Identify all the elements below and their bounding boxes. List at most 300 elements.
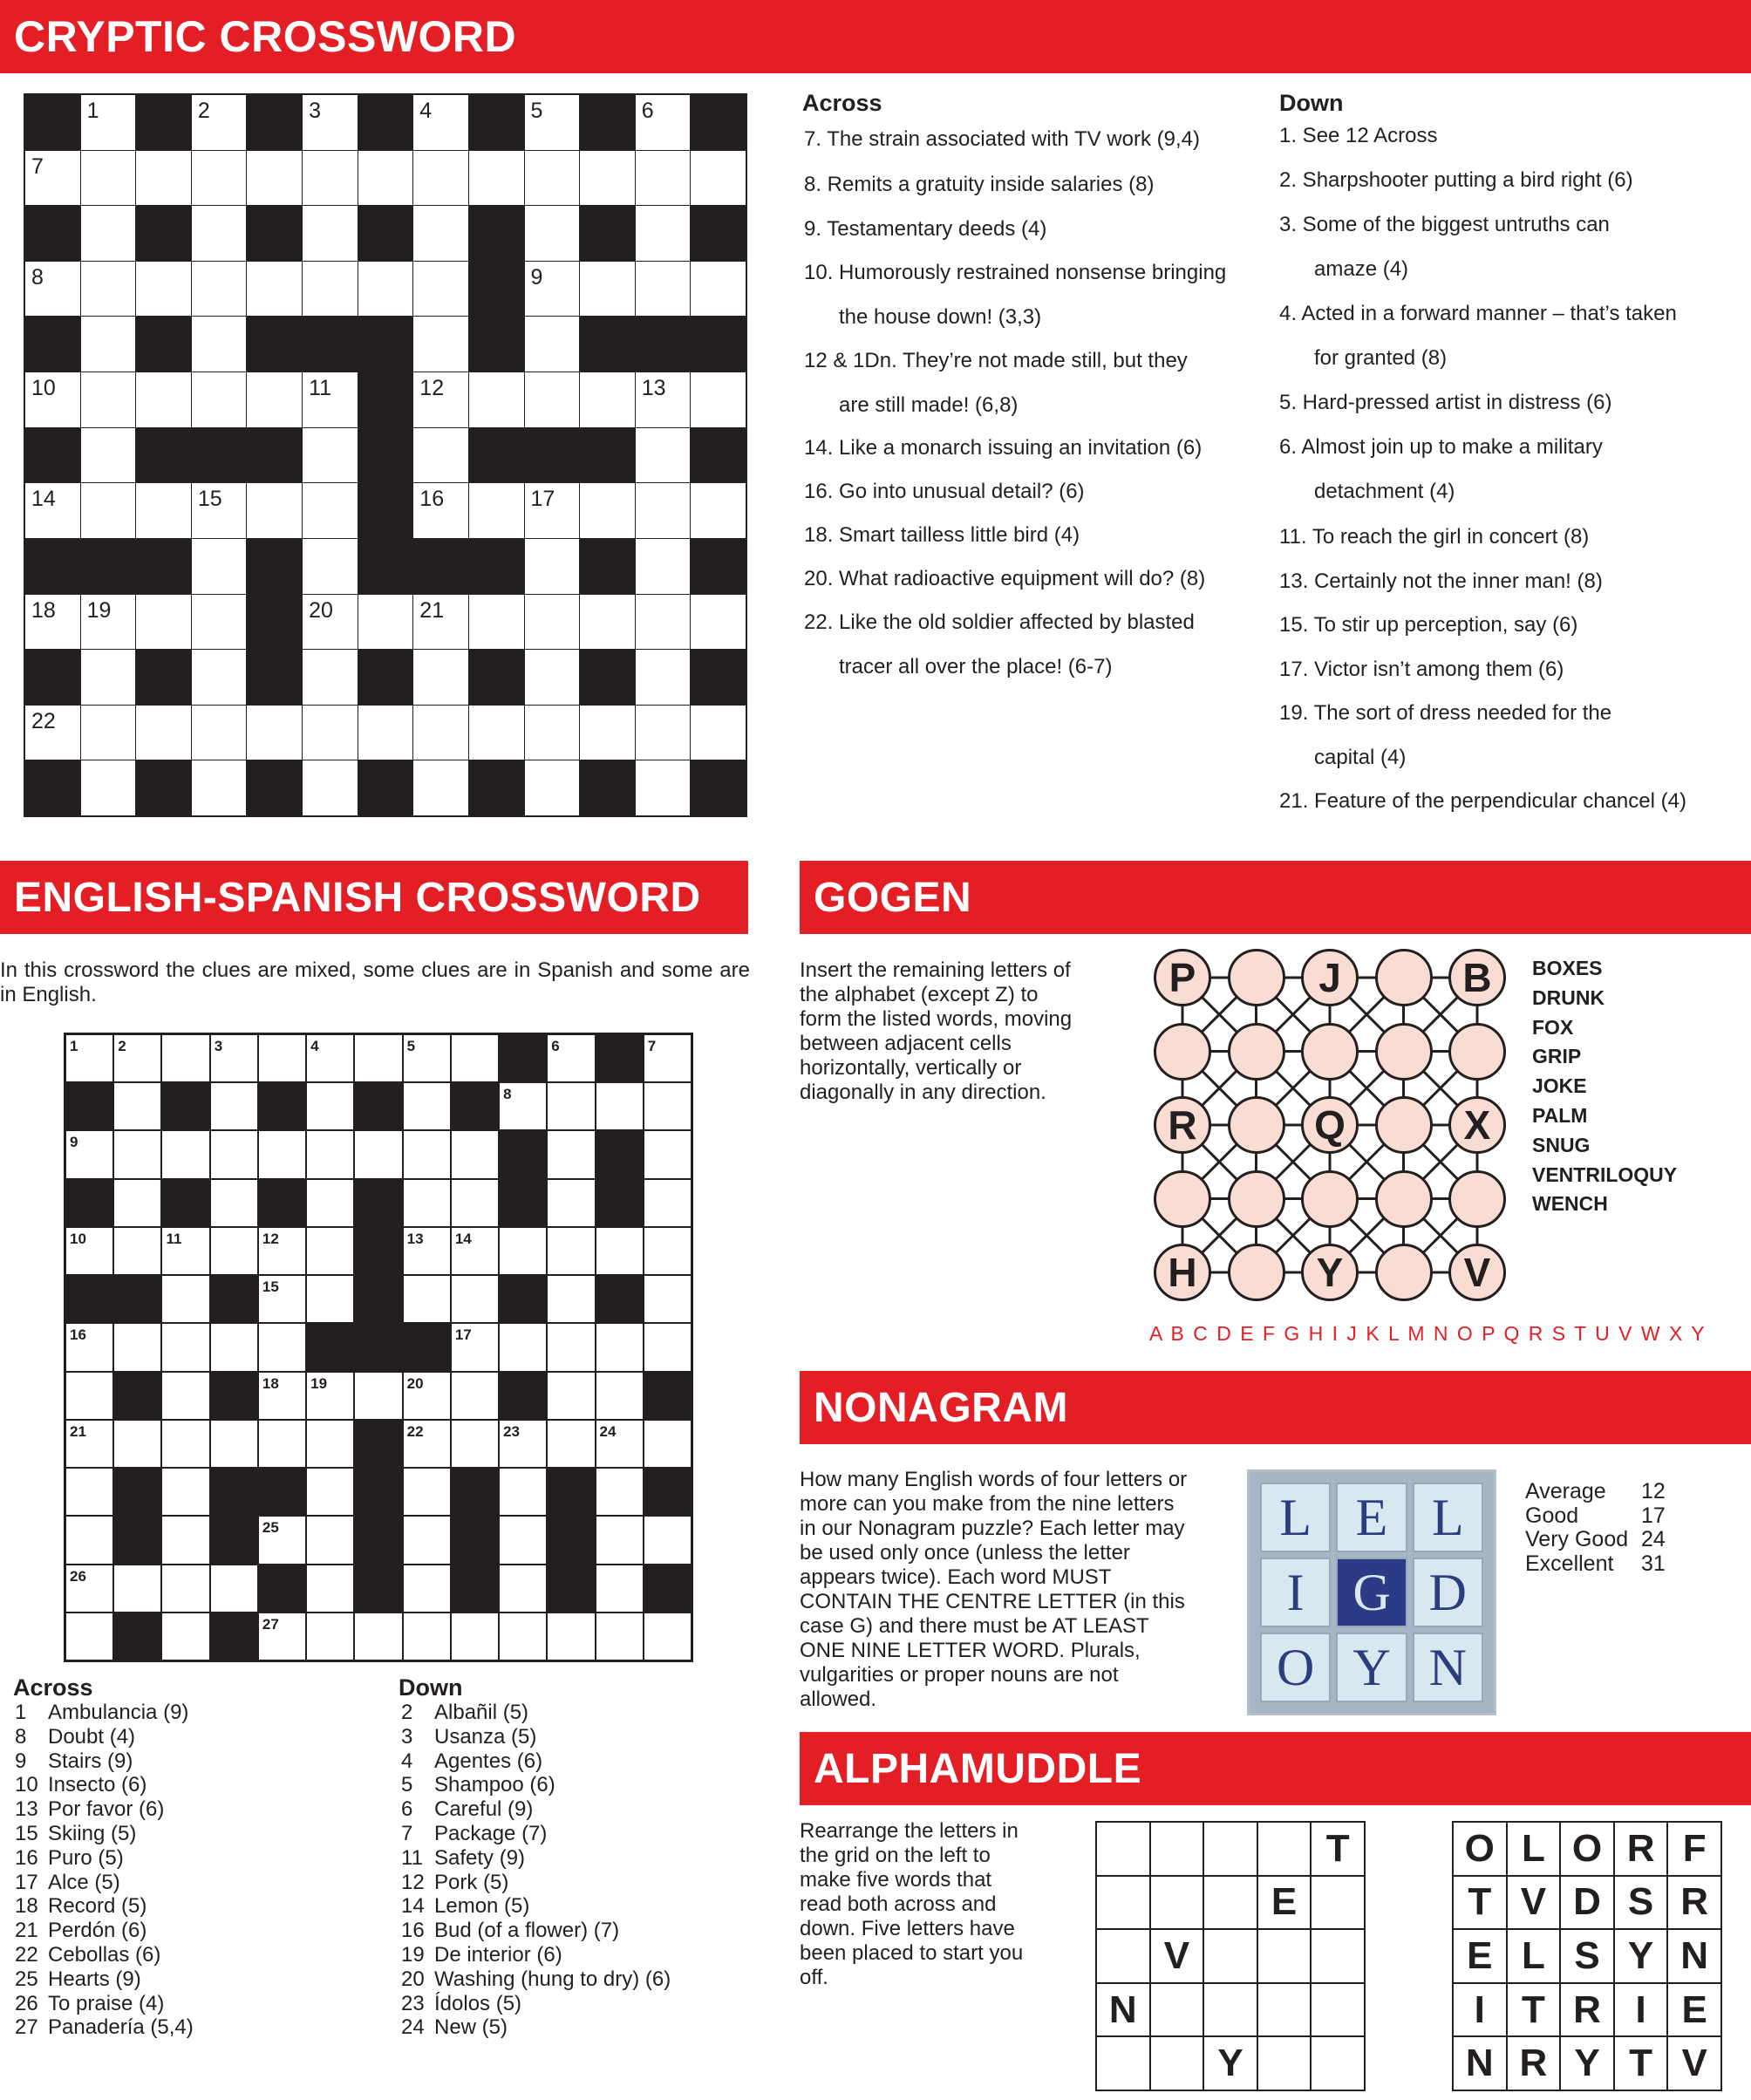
es-across-heading: Across	[13, 1674, 93, 1701]
alphamuddle-cell[interactable]	[1312, 1984, 1364, 2036]
grid-cell[interactable]	[525, 706, 580, 760]
grid-cell[interactable]	[469, 151, 524, 206]
grid-cell[interactable]	[25, 595, 80, 650]
grid-cell[interactable]	[192, 483, 247, 538]
alphamuddle-cell[interactable]	[1097, 1877, 1149, 1929]
grid-cell[interactable]	[307, 1131, 353, 1177]
gogen-cell[interactable]	[1375, 1096, 1433, 1154]
clue-number: 12	[262, 1230, 279, 1247]
gogen-cell[interactable]	[1154, 1023, 1211, 1081]
grid-cell[interactable]	[500, 1421, 546, 1467]
black-square	[355, 1565, 401, 1612]
black-square	[691, 428, 746, 483]
grid-cell[interactable]	[81, 95, 136, 150]
grid-cell[interactable]	[192, 650, 247, 705]
grid-cell[interactable]	[307, 1035, 353, 1081]
grid-cell[interactable]	[469, 483, 524, 538]
grid-cell[interactable]	[66, 1613, 112, 1660]
grid-cell[interactable]	[114, 1228, 160, 1274]
grid-cell[interactable]	[404, 1373, 450, 1419]
grid-cell[interactable]	[500, 1517, 546, 1563]
grid-cell[interactable]	[192, 372, 247, 427]
grid-cell[interactable]	[114, 1421, 160, 1467]
gogen-cell[interactable]	[1375, 1244, 1433, 1301]
grid-cell[interactable]	[644, 1083, 691, 1129]
grid-cell[interactable]	[580, 262, 635, 317]
grid-cell[interactable]	[596, 1469, 643, 1515]
es-clue-number: 7	[401, 1822, 413, 1845]
grid-cell[interactable]	[81, 706, 136, 760]
grid-cell[interactable]	[358, 595, 413, 650]
grid-cell[interactable]	[404, 1421, 450, 1467]
es-clue	[401, 1773, 555, 1797]
grid-cell[interactable]	[452, 1228, 498, 1274]
grid-cell[interactable]	[136, 372, 191, 427]
gogen-cell[interactable]	[1228, 1244, 1285, 1301]
grid-cell[interactable]	[452, 1035, 498, 1081]
grid-cell[interactable]	[636, 206, 691, 261]
grid-cell[interactable]	[525, 650, 580, 705]
grid-cell[interactable]	[136, 706, 191, 760]
grid-cell[interactable]	[192, 539, 247, 594]
grid-cell[interactable]	[81, 372, 136, 427]
grid-cell[interactable]	[525, 760, 580, 815]
black-square	[25, 95, 80, 150]
grid-cell[interactable]	[259, 1373, 305, 1419]
black-square	[644, 1565, 691, 1612]
grid-cell[interactable]	[636, 650, 691, 705]
grid-cell[interactable]	[644, 1035, 691, 1081]
alphamuddle-cell[interactable]	[1151, 1823, 1203, 1875]
grid-cell[interactable]	[114, 1083, 160, 1129]
grid-cell[interactable]	[404, 1083, 450, 1129]
gogen-cell[interactable]	[1375, 949, 1433, 1006]
grid-cell[interactable]	[259, 1131, 305, 1177]
grid-cell[interactable]	[355, 1613, 401, 1660]
gogen-cell[interactable]	[1448, 1170, 1506, 1228]
grid-cell[interactable]	[211, 1083, 257, 1129]
es-clue	[15, 1701, 188, 1725]
grid-cell[interactable]	[162, 1613, 208, 1660]
grid-cell[interactable]	[303, 650, 358, 705]
grid-cell[interactable]	[66, 1469, 112, 1515]
grid-cell[interactable]	[25, 262, 80, 317]
grid-cell[interactable]	[691, 706, 746, 760]
grid-cell[interactable]	[66, 1373, 112, 1419]
grid-cell[interactable]	[596, 1613, 643, 1660]
grid-cell[interactable]	[247, 372, 302, 427]
grid-cell[interactable]	[404, 1228, 450, 1274]
grid-cell[interactable]	[413, 595, 468, 650]
grid-cell[interactable]	[413, 317, 468, 372]
grid-cell[interactable]	[162, 1517, 208, 1563]
grid-cell[interactable]	[691, 595, 746, 650]
grid-cell[interactable]	[500, 1083, 546, 1129]
grid-cell[interactable]	[81, 483, 136, 538]
alphamuddle-cell[interactable]	[1151, 1984, 1203, 2036]
grid-cell[interactable]	[192, 151, 247, 206]
grid-cell[interactable]	[636, 595, 691, 650]
black-square	[452, 1469, 498, 1515]
grid-cell[interactable]	[636, 428, 691, 483]
alphamuddle-letter: R	[1615, 1823, 1667, 1875]
grid-cell[interactable]	[548, 1324, 594, 1370]
grid-cell[interactable]	[548, 1276, 594, 1322]
grid-cell[interactable]	[525, 595, 580, 650]
grid-cell[interactable]	[500, 1228, 546, 1274]
grid-cell[interactable]	[162, 1565, 208, 1612]
grid-cell[interactable]	[307, 1373, 353, 1419]
grid-cell[interactable]	[358, 706, 413, 760]
grid-cell[interactable]	[247, 262, 302, 317]
grid-cell[interactable]	[162, 1131, 208, 1177]
grid-cell[interactable]	[548, 1228, 594, 1274]
alphamuddle-cell[interactable]	[1258, 2037, 1311, 2090]
grid-cell[interactable]	[303, 206, 358, 261]
grid-cell[interactable]	[413, 262, 468, 317]
grid-cell[interactable]	[413, 706, 468, 760]
grid-cell[interactable]	[114, 1035, 160, 1081]
grid-cell[interactable]	[404, 1565, 450, 1612]
grid-cell[interactable]	[247, 706, 302, 760]
grid-cell[interactable]	[636, 483, 691, 538]
grid-cell[interactable]	[548, 1613, 594, 1660]
alphamuddle-cell[interactable]	[1097, 1930, 1149, 1982]
grid-cell[interactable]	[162, 1469, 208, 1515]
black-square	[114, 1517, 160, 1563]
grid-cell[interactable]	[596, 1517, 643, 1563]
grid-cell[interactable]	[500, 1469, 546, 1515]
grid-cell[interactable]	[136, 151, 191, 206]
score-value: 12	[1641, 1479, 1666, 1503]
alphamuddle-cell[interactable]	[1312, 1930, 1364, 1982]
grid-cell[interactable]	[636, 539, 691, 594]
grid-cell[interactable]	[303, 262, 358, 317]
grid-cell[interactable]	[500, 1565, 546, 1612]
gogen-cell[interactable]	[1375, 1170, 1433, 1228]
grid-cell[interactable]	[136, 262, 191, 317]
grid-cell[interactable]	[525, 151, 580, 206]
grid-cell[interactable]	[192, 595, 247, 650]
grid-cell[interactable]	[355, 1131, 401, 1177]
gogen-instructions: Insert the remaining letters of the alphabet (except Z) to form the listed words, moving between adjacent cells horizontally, vertically or diagonally in any direction.	[800, 958, 1073, 1104]
cryptic-down-heading: Down	[1279, 90, 1344, 116]
grid-cell[interactable]	[114, 1131, 160, 1177]
grid-cell[interactable]	[596, 1373, 643, 1419]
grid-cell[interactable]	[307, 1228, 353, 1274]
grid-cell[interactable]	[259, 1421, 305, 1467]
grid-cell[interactable]	[303, 428, 358, 483]
grid-cell[interactable]	[500, 1324, 546, 1370]
grid-cell[interactable]	[303, 760, 358, 815]
grid-cell[interactable]	[303, 372, 358, 427]
black-square	[247, 317, 302, 372]
grid-cell[interactable]	[452, 1180, 498, 1226]
alphamuddle-cell[interactable]	[1312, 1877, 1364, 1929]
black-square	[259, 1565, 305, 1612]
grid-cell[interactable]	[413, 760, 468, 815]
grid-cell[interactable]	[66, 1228, 112, 1274]
grid-cell[interactable]	[548, 1131, 594, 1177]
grid-cell[interactable]	[413, 95, 468, 150]
grid-cell[interactable]	[192, 760, 247, 815]
grid-cell[interactable]	[644, 1421, 691, 1467]
es-clue-number: 8	[15, 1724, 27, 1749]
grid-cell[interactable]	[162, 1373, 208, 1419]
grid-cell[interactable]	[25, 483, 80, 538]
grid-cell[interactable]	[66, 1565, 112, 1612]
es-clue-text: Panadería (5,4)	[48, 2015, 194, 2040]
grid-cell[interactable]	[192, 317, 247, 372]
alphamuddle-letter-grid	[1452, 1821, 1722, 2091]
grid-cell[interactable]	[81, 650, 136, 705]
grid-cell[interactable]	[358, 151, 413, 206]
grid-cell[interactable]	[162, 1276, 208, 1322]
cryptic-down-clue: capital (4)	[1314, 746, 1407, 769]
es-clue-number: 10	[15, 1773, 38, 1797]
grid-cell[interactable]	[303, 706, 358, 760]
grid-cell[interactable]	[691, 372, 746, 427]
grid-cell[interactable]	[525, 317, 580, 372]
grid-cell[interactable]	[81, 428, 136, 483]
grid-cell[interactable]	[644, 1180, 691, 1226]
grid-cell[interactable]	[81, 151, 136, 206]
grid-cell[interactable]	[636, 262, 691, 317]
grid-cell[interactable]	[25, 151, 80, 206]
grid-cell[interactable]	[307, 1565, 353, 1612]
grid-cell[interactable]	[307, 1083, 353, 1129]
nonagram-letter: Y	[1336, 1633, 1407, 1702]
grid-cell[interactable]	[25, 372, 80, 427]
grid-cell[interactable]	[404, 1035, 450, 1081]
grid-cell[interactable]	[114, 1565, 160, 1612]
grid-cell[interactable]	[307, 1613, 353, 1660]
grid-cell[interactable]	[211, 1228, 257, 1274]
alphamuddle-cell[interactable]	[1204, 1823, 1257, 1875]
clue-number: 5	[406, 1038, 416, 1054]
grid-cell[interactable]	[307, 1180, 353, 1226]
grid-cell[interactable]	[211, 1324, 257, 1370]
grid-cell[interactable]	[452, 1324, 498, 1370]
grid-cell[interactable]	[404, 1517, 450, 1563]
grid-cell[interactable]	[114, 1324, 160, 1370]
clue-number: 8	[503, 1086, 512, 1103]
gogen-cell[interactable]	[1375, 1023, 1433, 1081]
grid-cell[interactable]	[307, 1276, 353, 1322]
grid-cell[interactable]	[66, 1131, 112, 1177]
alphamuddle-cell[interactable]	[1204, 1930, 1257, 1982]
grid-cell[interactable]	[469, 706, 524, 760]
grid-cell[interactable]	[192, 95, 247, 150]
grid-cell[interactable]	[307, 1469, 353, 1515]
grid-cell[interactable]	[259, 1276, 305, 1322]
grid-cell[interactable]	[636, 706, 691, 760]
grid-cell[interactable]	[548, 1083, 594, 1129]
grid-cell[interactable]	[81, 595, 136, 650]
grid-cell[interactable]	[525, 95, 580, 150]
grid-cell[interactable]	[114, 1180, 160, 1226]
grid-cell[interactable]	[691, 151, 746, 206]
grid-cell[interactable]	[211, 1421, 257, 1467]
grid-cell[interactable]	[413, 151, 468, 206]
grid-cell[interactable]	[413, 372, 468, 427]
alphamuddle-cell[interactable]	[1097, 2037, 1149, 2090]
alphamuddle-cell[interactable]	[1151, 1877, 1203, 1929]
es-clue-number: 19	[401, 1943, 425, 1967]
gogen-word: BOXES	[1532, 957, 1603, 979]
grid-cell[interactable]	[307, 1421, 353, 1467]
grid-cell[interactable]	[644, 1276, 691, 1322]
grid-cell[interactable]	[247, 483, 302, 538]
grid-cell[interactable]	[691, 483, 746, 538]
grid-cell[interactable]	[636, 95, 691, 150]
grid-cell[interactable]	[25, 706, 80, 760]
grid-cell[interactable]	[162, 1035, 208, 1081]
es-clue-number: 23	[401, 1991, 425, 2015]
gogen-cell[interactable]	[1154, 1170, 1211, 1228]
grid-cell[interactable]	[404, 1180, 450, 1226]
grid-cell[interactable]	[596, 1324, 643, 1370]
grid-cell[interactable]	[452, 1421, 498, 1467]
grid-cell[interactable]	[413, 428, 468, 483]
grid-cell[interactable]	[81, 262, 136, 317]
alphamuddle-cell[interactable]	[1151, 2037, 1203, 2090]
grid-cell[interactable]	[525, 372, 580, 427]
grid-cell[interactable]	[81, 206, 136, 261]
grid-cell[interactable]	[81, 317, 136, 372]
grid-cell[interactable]	[162, 1228, 208, 1274]
grid-cell[interactable]	[259, 1613, 305, 1660]
grid-cell[interactable]	[136, 483, 191, 538]
alphamuddle-cell[interactable]	[1258, 1930, 1311, 1982]
grid-cell[interactable]	[66, 1421, 112, 1467]
grid-cell[interactable]	[307, 1517, 353, 1563]
grid-cell[interactable]	[211, 1180, 257, 1226]
grid-cell[interactable]	[192, 706, 247, 760]
black-square	[307, 1324, 353, 1370]
grid-cell[interactable]	[548, 1373, 594, 1419]
grid-cell[interactable]	[644, 1517, 691, 1563]
alphamuddle-cell[interactable]	[1097, 1823, 1149, 1875]
grid-cell[interactable]	[548, 1421, 594, 1467]
grid-cell[interactable]	[66, 1517, 112, 1563]
grid-cell[interactable]	[404, 1131, 450, 1177]
grid-cell[interactable]	[81, 760, 136, 815]
grid-cell[interactable]	[413, 650, 468, 705]
grid-cell[interactable]	[355, 1035, 401, 1081]
alphamuddle-cell[interactable]	[1258, 1823, 1311, 1875]
grid-cell[interactable]	[259, 1035, 305, 1081]
grid-cell[interactable]	[644, 1131, 691, 1177]
score-label: Very Good	[1525, 1527, 1629, 1551]
grid-cell[interactable]	[596, 1228, 643, 1274]
grid-cell[interactable]	[636, 372, 691, 427]
grid-cell[interactable]	[452, 1373, 498, 1419]
grid-cell[interactable]	[636, 151, 691, 206]
grid-cell[interactable]	[211, 1035, 257, 1081]
grid-cell[interactable]	[404, 1469, 450, 1515]
grid-cell[interactable]	[413, 206, 468, 261]
gogen-cell[interactable]	[1228, 1096, 1285, 1154]
grid-cell[interactable]	[580, 595, 635, 650]
grid-cell[interactable]	[162, 1421, 208, 1467]
grid-cell[interactable]	[452, 1131, 498, 1177]
grid-cell[interactable]	[548, 1180, 594, 1226]
grid-cell[interactable]	[66, 1035, 112, 1081]
grid-cell[interactable]	[525, 262, 580, 317]
grid-cell[interactable]	[596, 1565, 643, 1612]
gogen-given-letter: J	[1301, 949, 1359, 1006]
grid-cell[interactable]	[303, 595, 358, 650]
grid-cell[interactable]	[211, 1131, 257, 1177]
grid-cell[interactable]	[66, 1324, 112, 1370]
gogen-cell[interactable]	[1228, 1023, 1285, 1081]
grid-cell[interactable]	[162, 1324, 208, 1370]
grid-cell[interactable]	[644, 1613, 691, 1660]
grid-cell[interactable]	[136, 595, 191, 650]
grid-cell[interactable]	[303, 483, 358, 538]
alphamuddle-cell[interactable]	[1312, 2037, 1364, 2090]
grid-cell[interactable]	[413, 483, 468, 538]
black-square	[355, 1469, 401, 1515]
grid-cell[interactable]	[303, 151, 358, 206]
gogen-cell[interactable]	[1301, 1023, 1359, 1081]
alphamuddle-cell[interactable]	[1204, 1877, 1257, 1929]
grid-cell[interactable]	[691, 262, 746, 317]
grid-cell[interactable]	[452, 1613, 498, 1660]
grid-cell[interactable]	[211, 1565, 257, 1612]
grid-cell[interactable]	[580, 372, 635, 427]
grid-cell[interactable]	[259, 1228, 305, 1274]
grid-cell[interactable]	[644, 1228, 691, 1274]
alphamuddle-cell[interactable]	[1204, 1984, 1257, 2036]
grid-cell[interactable]	[355, 1373, 401, 1419]
grid-cell[interactable]	[259, 1324, 305, 1370]
es-clue-text: To praise (4)	[48, 1991, 165, 2015]
grid-cell[interactable]	[548, 1035, 594, 1081]
grid-cell[interactable]	[469, 595, 524, 650]
grid-cell[interactable]	[192, 262, 247, 317]
grid-cell[interactable]	[303, 539, 358, 594]
grid-cell[interactable]	[500, 1613, 546, 1660]
grid-cell[interactable]	[303, 95, 358, 150]
gogen-cell[interactable]	[1301, 1170, 1359, 1228]
grid-cell[interactable]	[596, 1083, 643, 1129]
gogen-cell[interactable]	[1448, 1023, 1506, 1081]
grid-cell[interactable]	[452, 1276, 498, 1322]
grid-cell[interactable]	[580, 483, 635, 538]
grid-cell[interactable]	[644, 1324, 691, 1370]
grid-cell[interactable]	[404, 1276, 450, 1322]
grid-cell[interactable]	[525, 206, 580, 261]
grid-cell[interactable]	[636, 760, 691, 815]
grid-cell[interactable]	[259, 1517, 305, 1563]
alphamuddle-cell[interactable]	[1258, 1984, 1311, 2036]
grid-cell[interactable]	[469, 372, 524, 427]
grid-cell[interactable]	[525, 539, 580, 594]
grid-cell[interactable]	[358, 262, 413, 317]
grid-cell[interactable]	[580, 151, 635, 206]
gogen-cell[interactable]	[1228, 1170, 1285, 1228]
grid-cell[interactable]	[580, 706, 635, 760]
grid-cell[interactable]	[192, 206, 247, 261]
grid-cell[interactable]	[404, 1613, 450, 1660]
grid-cell[interactable]	[247, 151, 302, 206]
gogen-cell[interactable]	[1228, 949, 1285, 1006]
grid-cell[interactable]	[596, 1421, 643, 1467]
grid-cell[interactable]	[525, 483, 580, 538]
black-square	[691, 760, 746, 815]
